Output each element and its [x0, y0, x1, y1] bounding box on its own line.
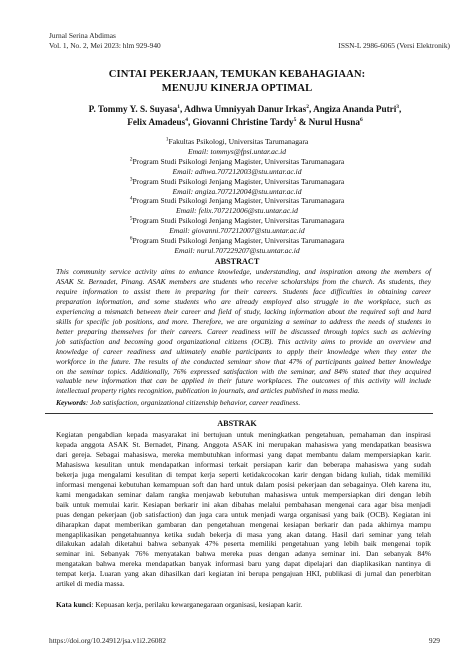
- abstract-line: skills for specific job positions, and more. Therefore, we are organizing a seminar to address the needs of students in: [56, 316, 431, 326]
- paper-title-line-2: MENUJU KINERJA OPTIMAL: [161, 83, 313, 94]
- section-divider: [45, 413, 433, 414]
- affiliation-email: Email: tommys@fpsi.untar.ac.id: [187, 146, 287, 156]
- author-affiliation-mark: 3: [396, 103, 400, 110]
- abstrak-heading: ABSTRAK: [217, 419, 257, 428]
- journal-volume: Vol. 1, No. 2, Mei 2023: hlm 929-940: [49, 41, 161, 50]
- abstrak-line: seminar ini. Sebanyak 76% menyatakan bahwa mereka puas dengan adanya seminar ini. Dan sebanyak 84%: [56, 549, 431, 559]
- author-separator: ,: [399, 104, 402, 114]
- abstrak-line: diharapkan dapat memberikan gambaran dan pengetahuan mengenai kesiapan berkarir dan pada akhirnya mampu: [56, 519, 431, 529]
- abstrak-line: mengatakan bahwa mereka mendapatkan banyak informasi baru yang dapat dipelajari dan diaplikasikan nantinya di: [56, 559, 431, 569]
- affiliation-institution: [0, 177, 474, 187]
- affiliation-mark: 5: [129, 215, 133, 222]
- affiliations: [0, 137, 474, 256]
- affiliation-text: Program Studi Psikologi Jenjang Magister, Universitas Tarumanagara: [132, 176, 345, 186]
- author-name: Nurul Husna: [308, 117, 360, 127]
- affiliation-mark: 3: [129, 176, 133, 183]
- kata-kunci-label: Kata kunci: [56, 600, 92, 609]
- author-name: Angiza Ananda Putri: [313, 104, 397, 114]
- abstract-line: require information to assist them in preparing for their careers. Students face difficulties in obtaining career: [56, 286, 431, 296]
- abstrak-line: Kegiatan pengabdian kepada masyarakat ini bertujuan untuk meningkatkan pengetahuan, pemahaman dan inspirasi: [56, 430, 431, 439]
- doi-link[interactable]: https://doi.org/10.24912/jsa.v1i2.26082: [49, 636, 166, 645]
- paper-title-line-1: CINTAI PEKERJAAN, TEMUKAN KEBAHAGIAAN:: [108, 69, 366, 80]
- abstract-line: job satisfaction and becoming good organizational citizens (OCB). This activity aims to provide an overview and: [56, 336, 431, 346]
- abstract-line: knowledge of career readiness and ultimately enable participants to apply their knowledge when they enter the: [56, 346, 431, 356]
- abstrak-line: baik untuk memulai karir. Kesiapan berkarir ini akan dibahas melalui pembahasan mengenai cara agar bisa menjadi: [56, 499, 431, 509]
- affiliation-text: Program Studi Psikologi Jenjang Magister, Universitas Tarumanagara: [132, 216, 345, 226]
- abstrak-line: kami mengadakan seminar dalam rangka menjawab kebutuhan mahasiswa untuk mempersiapkan diri dengan lebih: [56, 489, 431, 499]
- abstrak-line: dilakukan adalah diketahui bahwa sebanyak 47% peserta memiliki pengetahuan yang lebih baik mengenai topik: [56, 539, 431, 549]
- journal-name: Jurnal Serina Abdimas: [49, 31, 116, 40]
- author-separator: ,: [187, 117, 193, 127]
- author-separator: ,: [180, 104, 185, 114]
- abstrak-line: puas dengan pekerjaan (job satisfaction) dan juga cara untuk menjadi warga organisasi yang baik (OCB). Kegiatan ini: [56, 509, 431, 519]
- affiliation-institution: [0, 196, 474, 206]
- keywords-value: : Job satisfaction, organizational citizenship behavior, career readiness.: [85, 398, 301, 407]
- page-number: 929: [428, 636, 440, 645]
- affiliation-text: Program Studi Psikologi Jenjang Magister, Universitas Tarumanagara: [132, 196, 345, 206]
- affiliation-text: Fakultas Psikologi, Universitas Tarumanagara: [168, 137, 309, 146]
- author-affiliation-mark: 1: [177, 103, 181, 110]
- affiliation-email: Email: nurul.707229207@stu.untar.ac.id: [174, 245, 300, 255]
- keywords-label: Keywords: [56, 398, 86, 407]
- abstract-line: workforce in the future. The results of the conducted seminar show that 47% of participants gained better knowledge: [56, 356, 431, 366]
- abstract-line: on the seminar topics. Additionally, 76% expressed satisfaction with the seminar, and 84% stated that they acquired: [56, 366, 431, 376]
- abstrak-line: artikel di media massa.: [56, 579, 125, 589]
- affiliation-institution: [0, 157, 474, 167]
- author-affiliation-mark: 6: [359, 116, 363, 123]
- affiliation-mark: 6: [129, 235, 133, 242]
- abstract-line: This community service activity aims to enhance knowledge, understanding, and inspiration among the members of: [56, 267, 431, 276]
- affiliation-institution: [0, 137, 474, 147]
- author-affiliation-mark: 4: [185, 116, 188, 123]
- affiliation-text: Program Studi Psikologi Jenjang Magister, Universitas Tarumanagara: [132, 236, 345, 246]
- authors-line-2: [30, 116, 460, 128]
- keywords-english: [56, 398, 431, 408]
- author-name: Giovanni Christine Tardy: [192, 117, 294, 127]
- author-separator: ,: [308, 104, 314, 114]
- abstract-line: better preparing themselves for their careers. Career readiness will be discussed through topics such as achieving: [56, 326, 431, 336]
- author-affiliation-mark: 2: [306, 103, 309, 110]
- affiliation-text: Program Studi Psikologi Jenjang Magister, Universitas Tarumanagara: [132, 156, 345, 166]
- abstrak-indonesian: [56, 430, 431, 589]
- abstrak-line: kepada anggota ASAK St. Bernadet, Pinang. Anggota ASAK ini merupakan mahasiswa yang mendapatkan beasiswa: [56, 439, 431, 449]
- affiliation-email: Email: angiza.707212004@stu.untar.ac.id: [172, 186, 302, 196]
- affiliation-email: Email: giovanni.707212007@stu.untar.ac.id: [169, 226, 305, 236]
- abstract-line: ASAK St. Bernadet, Pinang. ASAK members are students who receive scholarships from the church. As students, they: [56, 276, 431, 286]
- affiliation-mark: 4: [129, 195, 133, 202]
- abstract-line: experiencing a mismatch between their career and field of study, lacking information about the required soft and hard: [56, 306, 431, 316]
- author-name: Adhwa Umniyyah Danur Irkas: [184, 104, 307, 114]
- abstrak-line: tempat kerja. Luaran yang akan dihasilkan dari kegiatan ini berupa pengajuan HKI, publikasi di jurnal dan penerbitan: [56, 569, 431, 579]
- author-name: Felix Amadeus: [127, 117, 186, 127]
- affiliation-email: Email: felix.707212006@stu.untar.ac.id: [176, 206, 298, 216]
- affiliation-email: Email: adhwa.707212003@stu.untar.ac.id: [172, 166, 302, 176]
- affiliation-mark: 1: [165, 136, 169, 143]
- abstract-line: preparation information, and some students who are already employed also struggle in the workplace, such as: [56, 296, 431, 306]
- author-affiliation-mark: 5: [293, 116, 297, 123]
- abstrak-line: dari gereja. Sebagai mahasiswa, mereka membutuhkan informasi yang dapat membantu dalam mempersiapkan karir.: [56, 449, 431, 459]
- author-name: P. Tommy Y. S. Suyasa: [88, 104, 178, 114]
- affiliation-institution: [0, 236, 474, 246]
- kata-kunci-value: : Kepuasan kerja, perilaku kewarganegaraan organisasi, kesiapan karir.: [91, 600, 303, 609]
- journal-issn: ISSN-L 2986-6065 (Versi Elektronik): [338, 41, 450, 50]
- abstrak-line: mengaplikasikan pengetahuannya ketika sudah bekerja di masa yang akan datang. Hasil dari seminar yang telah: [56, 529, 431, 539]
- author-separator: &: [296, 117, 309, 127]
- abstract-line: valuable new information that can be applied in their future workplaces. The outcomes of this activity will include: [56, 376, 431, 386]
- abstrak-line: Mahasiswa kesulitan untuk mendapatkan informasi terkait persiapan karir dan beberapa mahasiswa yang sudah: [56, 459, 431, 469]
- abstrak-line: bekerja juga mengalami kesulitan di tempat kerja seperti ketidakcocokan karir dengan bidang kuliah, tidak memiliki: [56, 469, 431, 479]
- abstract-heading: ABSTRACT: [214, 257, 260, 266]
- abstrak-line: informasi mengenai kebutuhan kemampuan soft dan hard untuk dalam posisi pekerjaan dan sebagainya. Oleh karena itu,: [56, 479, 431, 489]
- abstract-english: [56, 267, 431, 396]
- affiliation-mark: 2: [129, 156, 133, 163]
- abstract-line: intellectual property rights recognition, publication in journals, and articles published in mass media.: [56, 386, 360, 396]
- keywords-indonesian: [56, 600, 431, 610]
- affiliation-institution: [0, 216, 474, 226]
- authors-line-1: [30, 103, 460, 115]
